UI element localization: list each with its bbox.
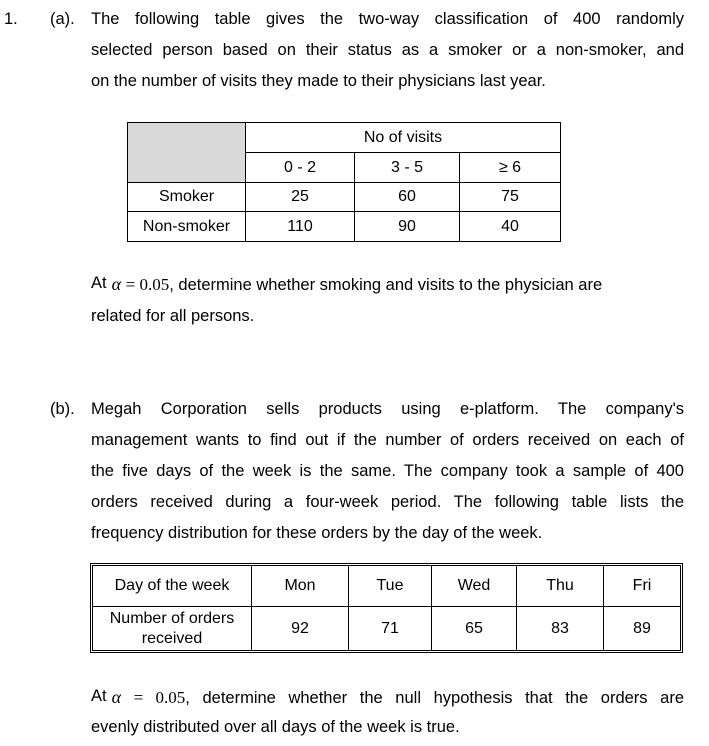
table-row	[93, 566, 681, 607]
row-label-line-1: Number of orders	[109, 609, 235, 627]
question-prefix: At	[91, 687, 107, 705]
alpha-value: = 0.05	[125, 275, 170, 294]
part-a-label: (a).	[50, 10, 75, 28]
alpha-symbol: α	[111, 687, 122, 707]
part-b-question-line-1	[91, 687, 684, 708]
day-mon: Mon	[252, 566, 349, 607]
part-b-intro-line-5: frequency distribution for these orders by the day of the week.	[91, 524, 543, 542]
table-cell: 60	[355, 183, 460, 212]
table-cell: 110	[246, 212, 355, 242]
table-row	[128, 183, 561, 212]
day-fri: Fri	[604, 566, 681, 607]
table-cell: 71	[349, 607, 432, 651]
part-b-question-line-2: evenly distributed over all days of the week is true.	[91, 718, 460, 736]
table-cell: 92	[252, 607, 349, 651]
table-row	[93, 607, 681, 651]
part-a-question-line-1	[91, 274, 684, 295]
part-a-question-line-2: related for all persons.	[91, 307, 255, 325]
question-rest: , determine whether smoking and visits to the physician are	[169, 276, 603, 294]
header-group-label: No of visits	[246, 123, 561, 153]
part-b-label: (b).	[50, 400, 75, 418]
table-cell: 83	[517, 607, 604, 651]
alpha-value: = 0.05	[133, 688, 186, 707]
part-a-intro-line-1: The following table gives the two-way classification of 400 randomly	[91, 10, 684, 28]
question-alpha-clause	[112, 687, 684, 708]
table-cell: 65	[432, 607, 517, 651]
part-a-intro-line-3: on the number of visits they made to their physicians last year.	[91, 72, 546, 90]
table-cell: 90	[355, 212, 460, 242]
col-header-0-2: 0 - 2	[246, 153, 355, 183]
col-header-6-plus: ≥ 6	[460, 153, 561, 183]
part-b-intro-line-3: the five days of the week is the same. The company took a sample of 400	[91, 462, 684, 480]
alpha-symbol: α	[111, 274, 122, 294]
table-corner-cell	[128, 123, 246, 183]
row-label-smoker: Smoker	[128, 183, 246, 212]
table-cell: 75	[460, 183, 561, 212]
row-label-number-of-orders	[93, 607, 252, 651]
visits-table	[127, 122, 561, 242]
orders-table	[92, 565, 681, 651]
question-rest: , determine whether the null hypothesis that the orders are	[185, 689, 684, 707]
col-header-3-5: 3 - 5	[355, 153, 460, 183]
day-thu: Thu	[517, 566, 604, 607]
part-b-intro-line-2: management wants to find out if the number of orders received on each of	[91, 431, 684, 449]
day-wed: Wed	[432, 566, 517, 607]
row-label-day-of-week: Day of the week	[93, 566, 252, 607]
table-row	[128, 212, 561, 242]
row-label-non-smoker: Non-smoker	[128, 212, 246, 242]
table-cell: 40	[460, 212, 561, 242]
part-a-intro-line-2: selected person based on their status as a smoker or a non-smoker, and	[91, 41, 684, 59]
table-cell: 25	[246, 183, 355, 212]
question-prefix: At	[91, 274, 107, 292]
part-b-intro-line-4: orders received during a four-week period. The following table lists the	[91, 493, 684, 511]
part-b-intro-line-1: Megah Corporation sells products using e-platform. The company's	[91, 400, 684, 418]
question-alpha-clause	[112, 274, 684, 295]
row-label-line-2: received	[141, 629, 203, 647]
table-cell: 89	[604, 607, 681, 651]
question-number: 1.	[4, 10, 18, 28]
day-tue: Tue	[349, 566, 432, 607]
